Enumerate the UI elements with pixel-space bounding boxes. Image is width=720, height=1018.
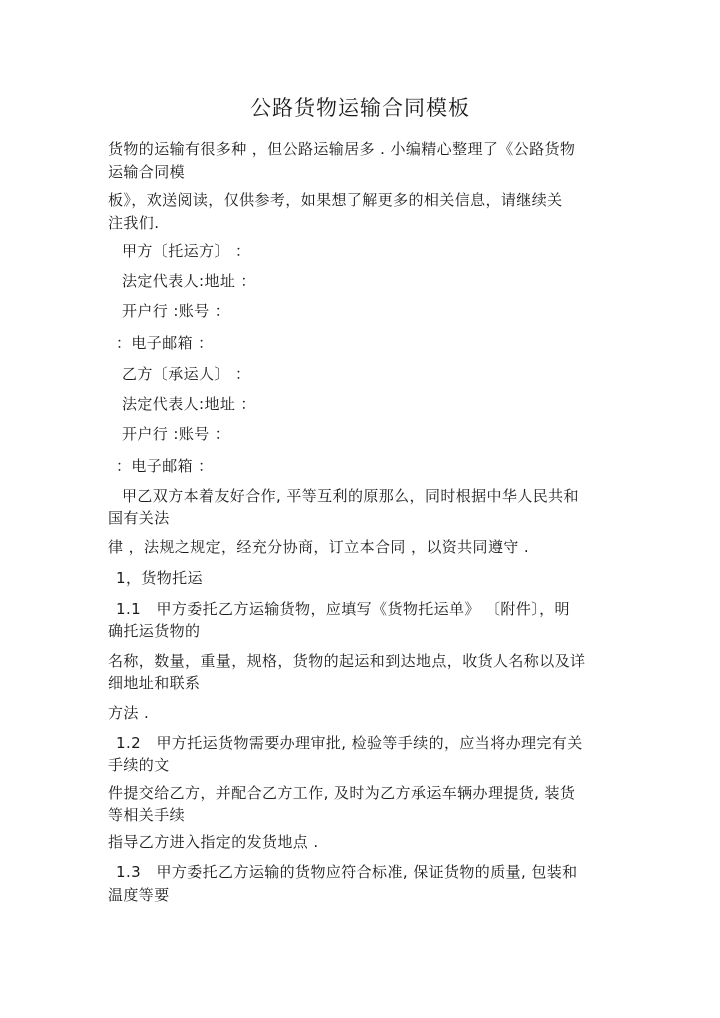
text-line: 1.3 甲方委托乙方运输的货物应符合标准, 保证货物的质量, 包装和 (116, 863, 578, 881)
text-line: 等相关手续 (108, 806, 186, 824)
text-line: 注我们. (108, 214, 160, 232)
text-line: ：电子邮箱 ： (116, 334, 214, 352)
text-line: 开户行 :账号 ： (122, 425, 231, 443)
text-line: 件提交给乙方，并配合乙方工作, 及时为乙方承运车辆办理提货, 装货 (108, 784, 576, 802)
text-line: 律 ，法规之规定，经充分协商，订立本合同 ，以资共同遵守 . (108, 538, 530, 556)
text-line: 1.1 甲方委托乙方运输货物，应填写《货物托运单》 〔附件〕，明 (116, 600, 570, 618)
text-line: 法定代表人:地址 ： (122, 395, 256, 413)
text-line: 运输合同模 (108, 163, 186, 181)
text-line: 手续的文 (108, 756, 170, 774)
text-line: 甲乙双方本着友好合作, 平等互利的原那么，同时根据中华人民共和 (122, 487, 579, 505)
text-line: 1.2 甲方托运货物需要办理审批, 检验等手续的，应当将办理完有关 (116, 734, 583, 752)
text-line: 指导乙方进入指定的发货地点 . (108, 833, 319, 851)
text-line: 温度等要 (108, 886, 170, 904)
text-line: 确托运货物的 (108, 622, 201, 640)
text-line: 板》，欢送阅读，仅供参考，如果想了解更多的相关信息，请继续关 (108, 191, 563, 209)
text-line: 货物的运输有很多种 ，但公路运输居多 . 小编精心整理了《公路货物 (108, 140, 576, 158)
text-line: 法定代表人:地址 ： (122, 272, 256, 290)
text-line: 名称，数量，重量，规格，货物的起运和到达地点，收货人名称以及详 (108, 652, 586, 670)
text-line: 开户行 :账号 ： (122, 302, 231, 320)
text-line: 方法 . (108, 704, 150, 722)
document-title: 公路货物运输合同模板 (250, 96, 470, 120)
text-line: ：电子邮箱 ： (116, 457, 214, 475)
text-line: 细地址和联系 (108, 674, 201, 692)
text-line: 国有关法 (108, 509, 170, 527)
section-heading: 1，货物托运 (116, 569, 203, 587)
party-b-label: 乙方〔承运人〕 ： (122, 365, 251, 383)
party-a-label: 甲方〔托运方〕 ： (122, 242, 251, 260)
